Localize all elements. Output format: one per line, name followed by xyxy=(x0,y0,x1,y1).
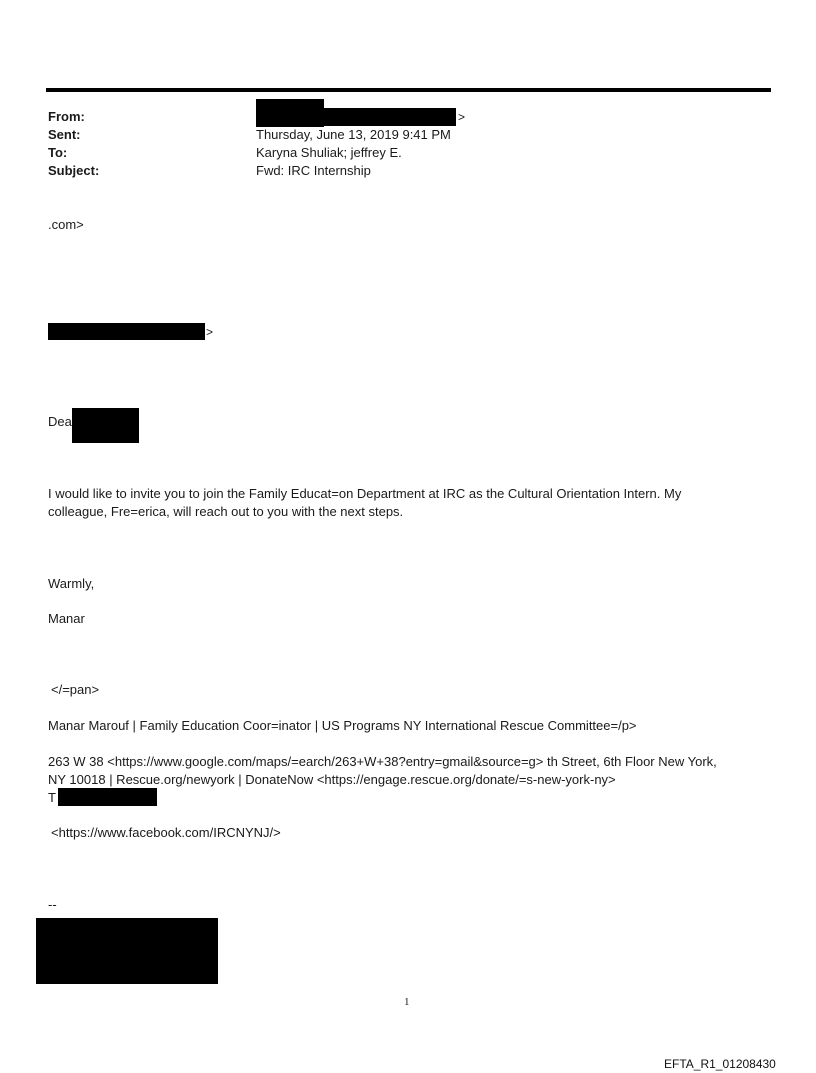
redaction-block xyxy=(72,408,139,443)
redaction-block xyxy=(36,918,218,984)
redaction-block xyxy=(48,323,205,340)
to-label: To: xyxy=(48,145,68,160)
redaction-block xyxy=(58,788,157,806)
redaction-block xyxy=(322,108,456,126)
signature-line: Manar Marouf | Family Education Coor=inator | US Programs NY International Rescue Committee=/p> xyxy=(48,718,637,733)
greeting: Dea xyxy=(48,414,72,429)
document-id: EFTA_R1_01208430 xyxy=(664,1057,776,1071)
from-label: From: xyxy=(48,109,85,124)
to-value: Karyna Shuliak; jeffrey E. xyxy=(256,145,402,160)
address-line: NY 10018 | Rescue.org/newyork | DonateNow <https://engage.rescue.org/donate/=s-new-york-ny> xyxy=(48,772,616,787)
signature-separator: -- xyxy=(48,897,57,912)
address-suffix: > xyxy=(206,325,214,339)
sent-label: Sent: xyxy=(48,127,81,142)
facebook-link[interactable]: <https://www.facebook.com/IRCNYNJ/> xyxy=(51,825,281,840)
closing: Warmly, xyxy=(48,576,95,591)
signer-name: Manar xyxy=(48,611,85,626)
body-paragraph-line: I would like to invite you to join the Family Educat=on Department at IRC as the Cultural Orientation Intern. My xyxy=(48,486,682,501)
html-artifact: </=pan> xyxy=(51,682,100,697)
body-paragraph-line: colleague, Fre=erica, will reach out to you with the next steps. xyxy=(48,504,404,519)
email-fragment: .com> xyxy=(48,217,84,232)
phone-prefix: T xyxy=(48,790,56,805)
page-number: 1 xyxy=(404,996,410,1008)
subject-label: Subject: xyxy=(48,163,100,178)
from-email-suffix: > xyxy=(458,110,466,124)
redaction-block xyxy=(256,99,324,127)
sent-value: Thursday, June 13, 2019 9:41 PM xyxy=(256,127,451,142)
header-rule xyxy=(46,88,771,92)
address-line: 263 W 38 <https://www.google.com/maps/=earch/263+W+38?entry=gmail&source=g> th Street, 6th Floor New York, xyxy=(48,754,717,769)
subject-value: Fwd: IRC Internship xyxy=(256,163,371,178)
